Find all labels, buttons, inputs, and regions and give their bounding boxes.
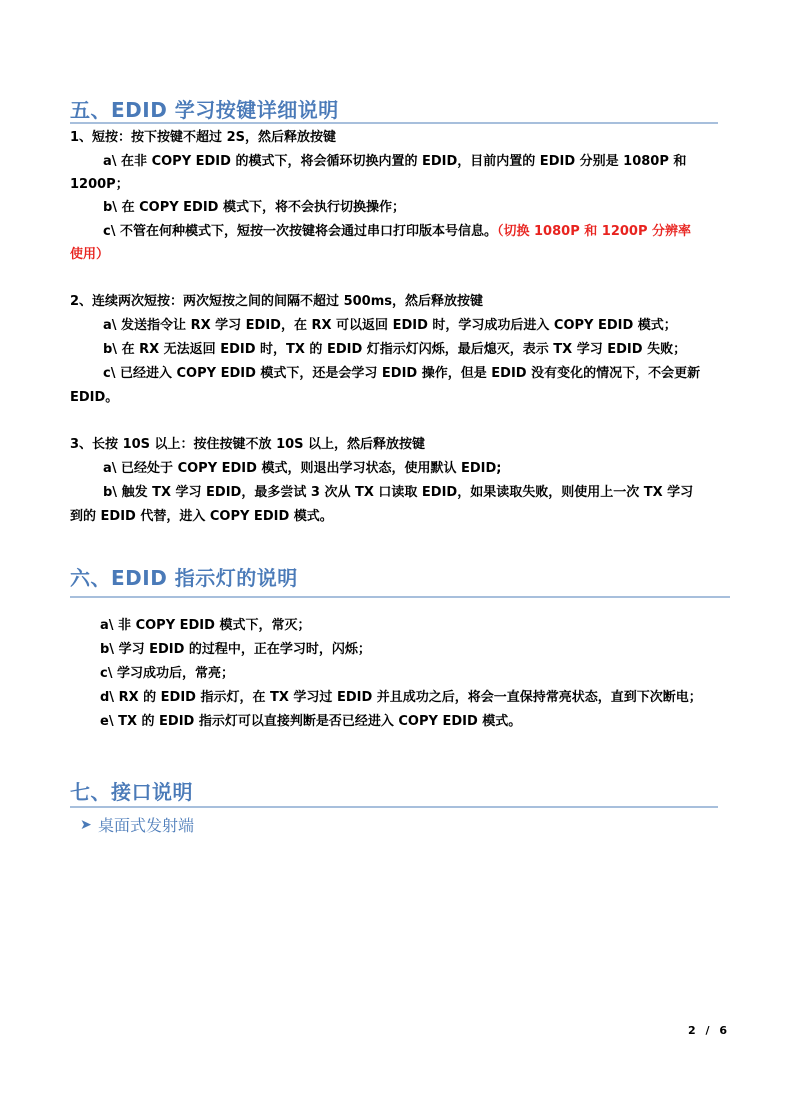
item-1-c-highlight-line2: 使用）: [70, 247, 110, 262]
item-1-title: 1、短按：按下按键不超过 2S，然后释放按键: [70, 130, 336, 145]
item-2-title: 2、连续两次短按：两次短按之间的间隔不超过 500ms，然后释放按键: [70, 294, 483, 309]
section-6-heading: 六、EDID 指示灯的说明: [70, 566, 298, 590]
item-1-c-highlight: （切换 1080P 和 1200P 分辨率: [496, 224, 692, 239]
led-item-c: c\ 学习成功后，常亮；: [100, 666, 234, 681]
item-3-title: 3、长按 10S 以上：按住按键不放 10S 以上，然后释放按键: [70, 437, 426, 452]
item-3-b-line1: b\ 触发 TX 学习 EDID，最多尝试 3 次从 TX 口读取 EDID，如果读取失败，则使用上一次 TX 学习: [103, 485, 694, 500]
section-5-divider: [70, 122, 718, 124]
led-item-d: d\ RX 的 EDID 指示灯，在 TX 学习过 EDID 并且成功之后，将会一直保持常亮状态，直到下次断电；: [100, 690, 702, 705]
item-2-c-line1: c\ 已经进入 COPY EDID 模式下，还是会学习 EDID 操作，但是 EDID 没有变化的情况下，不会更新: [103, 366, 701, 381]
item-1-a-line2: 1200P；: [70, 177, 129, 192]
item-1-a-line1: a\ 在非 COPY EDID 的模式下，将会循环切换内置的 EDID，目前内置的 EDID 分别是 1080P 和: [103, 154, 687, 169]
section-5-heading: 五、EDID 学习按键详细说明: [70, 98, 339, 122]
led-item-b: b\ 学习 EDID 的过程中，正在学习时，闪烁；: [100, 642, 371, 657]
section-6-divider: [70, 596, 730, 598]
item-3-a: a\ 已经处于 COPY EDID 模式，则退出学习状态，使用默认 EDID;: [103, 461, 502, 476]
arrow-right-icon: ➤: [80, 817, 92, 833]
item-2-a: a\ 发送指令让 RX 学习 EDID，在 RX 可以返回 EDID 时，学习成功后进入 COPY EDID 模式；: [103, 318, 677, 333]
led-item-a: a\ 非 COPY EDID 模式下，常灭；: [100, 618, 311, 633]
section-7-heading: 七、接口说明: [70, 780, 193, 804]
item-3-b-line2: 到的 EDID 代替，进入 COPY EDID 模式。: [70, 509, 333, 524]
led-item-e: e\ TX 的 EDID 指示灯可以直接判断是否已经进入 COPY EDID 模式。: [100, 714, 522, 729]
item-1-b: b\ 在 COPY EDID 模式下，将不会执行切换操作；: [103, 200, 405, 215]
item-2-b: b\ 在 RX 无法返回 EDID 时，TX 的 EDID 灯指示灯闪烁，最后熄灭，表示 TX 学习 EDID 失败；: [103, 342, 687, 357]
desktop-transmitter-subheading: 桌面式发射端: [98, 816, 195, 835]
section-7-divider: [70, 806, 718, 808]
item-2-c-line2: EDID。: [70, 390, 119, 405]
item-1-c-text: c\ 不管在何种模式下，短按一次按键将会通过串口打印版本号信息。: [103, 224, 497, 239]
item-1-c: [103, 222, 691, 242]
page-number: 2 / 6: [688, 1024, 730, 1037]
